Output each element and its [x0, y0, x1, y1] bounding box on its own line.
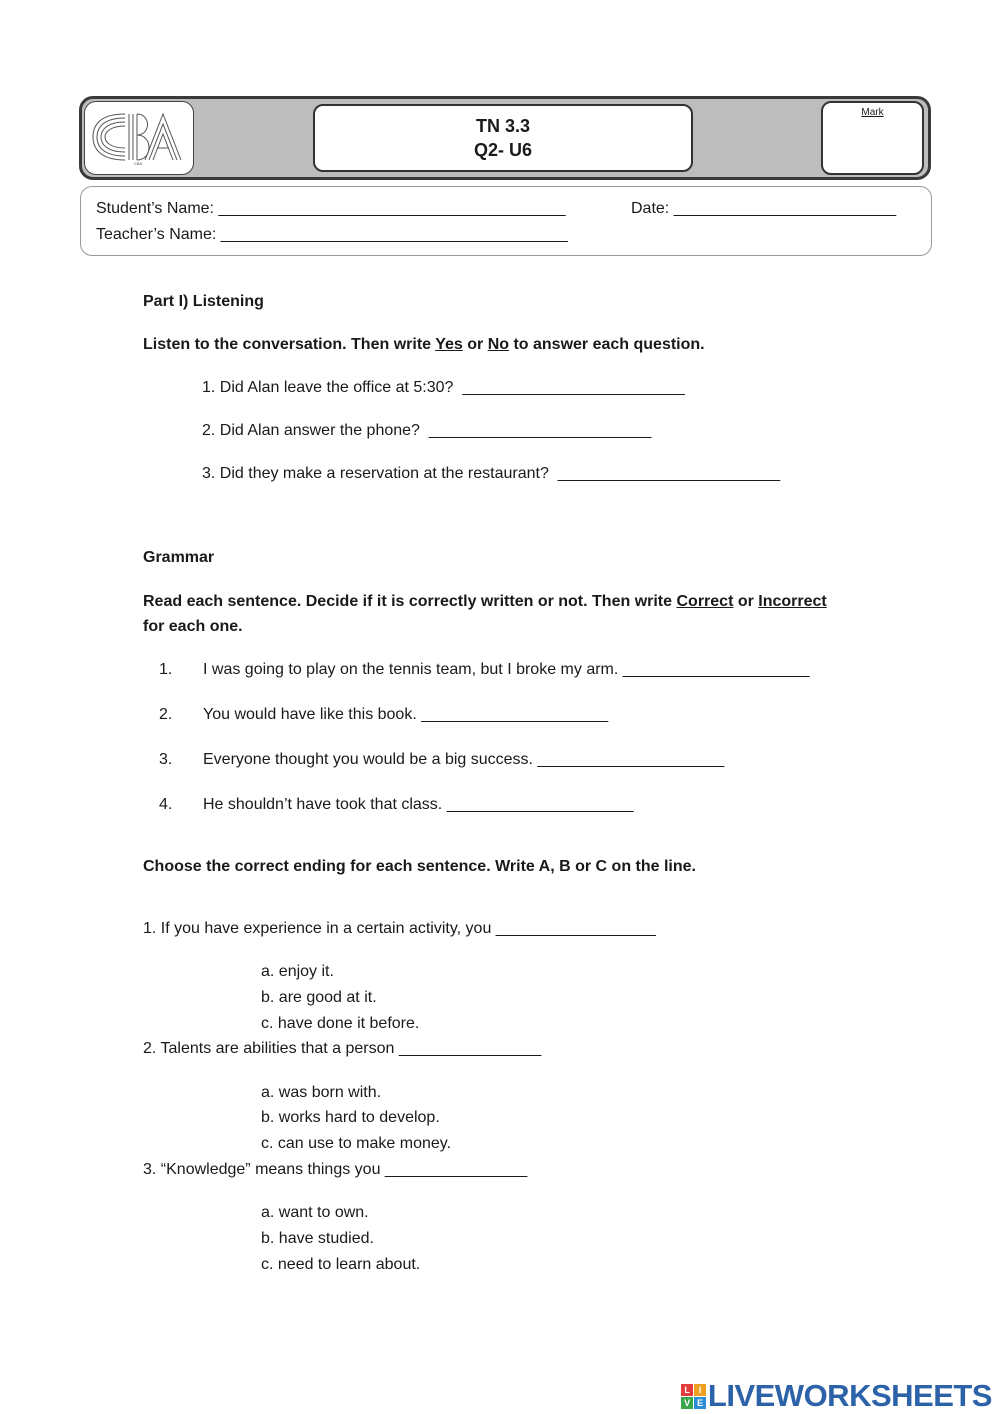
choose-question-2[interactable]: 2. Talents are abilities that a person ________________ — [143, 1040, 542, 1057]
choose-option: a. was born with. — [261, 1084, 382, 1101]
grammar-instruction: Read each sentence. Decide if it is correctly written or not. Then write Correct or Incorrect — [143, 593, 827, 610]
choose-option: b. works hard to develop. — [261, 1109, 440, 1126]
choose-option: c. need to learn about. — [261, 1256, 421, 1273]
choose-option: b. have studied. — [261, 1230, 374, 1247]
listening-question-3[interactable]: 3. Did they make a reservation at the restaurant? _________________________ — [202, 465, 781, 482]
choose-option: a. want to own. — [261, 1204, 369, 1221]
choose-question-1[interactable]: 1. If you have experience in a certain activity, you __________________ — [143, 920, 656, 937]
grammar-item-3[interactable]: Everyone thought you would be a big success. _____________________ — [203, 751, 725, 768]
student-name-field[interactable]: Student’s Name: _______________________________________ — [96, 200, 566, 217]
grammar-item-number: 1. — [159, 661, 173, 678]
grammar-item-number: 4. — [159, 796, 173, 813]
grammar-instruction-line2: for each one. — [143, 618, 243, 635]
grammar-item-number: 3. — [159, 751, 173, 768]
grammar-item-4[interactable]: He shouldn’t have took that class. _____________________ — [203, 796, 634, 813]
choose-option: c. can use to make money. — [261, 1135, 452, 1152]
student-info-box — [80, 186, 932, 256]
choose-instruction: Choose the correct ending for each sentence. Write A, B or C on the line. — [143, 858, 696, 875]
choose-question-3[interactable]: 3. “Knowledge” means things you ________________ — [143, 1161, 528, 1178]
grammar-title: Grammar — [143, 549, 215, 566]
part1-instruction: Listen to the conversation. Then write Yes or No to answer each question. — [143, 336, 705, 353]
choose-option: b. are good at it. — [261, 989, 377, 1006]
date-field[interactable]: Date: _________________________ — [631, 200, 897, 217]
logo-caption: CBA — [133, 161, 143, 166]
cba-logo-icon — [85, 102, 192, 173]
grammar-item-1[interactable]: I was going to play on the tennis team, but I broke my arm. _____________________ — [203, 661, 810, 678]
grammar-item-2[interactable]: You would have like this book. _____________________ — [203, 706, 609, 723]
mark-box[interactable] — [821, 101, 924, 175]
grammar-item-number: 2. — [159, 706, 173, 723]
liveworksheets-watermark — [681, 1378, 992, 1414]
part1-title: Part I) Listening — [143, 293, 264, 310]
watermark-text: LIVEWORKSHEETS — [707, 1378, 992, 1413]
title-box — [313, 104, 693, 172]
listening-question-1[interactable]: 1. Did Alan leave the office at 5:30? _________________________ — [202, 379, 685, 396]
teacher-name-field[interactable]: Teacher’s Name: _______________________________________ — [96, 226, 568, 243]
liveworksheets-logo-icon: L I V E — [681, 1384, 706, 1409]
test-code: TN 3.3 — [475, 116, 531, 136]
listening-question-2[interactable]: 2. Did Alan answer the phone? _________________________ — [202, 422, 652, 439]
test-unit: Q2- U6 — [473, 140, 533, 160]
school-logo — [84, 101, 194, 175]
mark-label: Mark — [861, 107, 884, 118]
choose-option: a. enjoy it. — [261, 963, 334, 980]
choose-option: c. have done it before. — [261, 1015, 420, 1032]
